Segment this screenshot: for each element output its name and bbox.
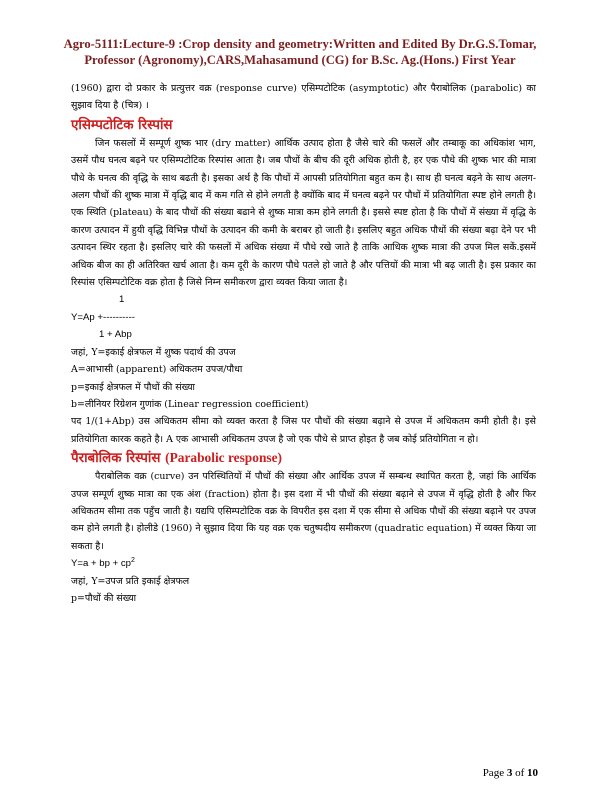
- total-pages: 10: [527, 767, 538, 779]
- page-number: [458, 767, 538, 779]
- page-header: [60, 36, 540, 68]
- header-line-1: Agro-5111:Lecture-9 :Crop density and geometry:Written and Edited By Dr.G.S.Tomar,: [63, 37, 537, 51]
- parabolic-paragraph: पैराबोलिक वक्र (curve) उन परिस्थितियों में पौधों की संख्या और आर्थिक उपज में सम्बन्ध स्थापित करता है, जहां कि आर्थिक उपज सम्पूर्ण शुष्क मात्रा का एक अंश (fraction) होता है। इस दशा में भी पौधों की संख्या बढ़ाने से उपज में वृद्धि होती है और फिर अधिकतम सीमा तक पहुँच जाती है। यद्यपि एसिम्पटोटिक वक्र के विपरीत इस दशा में एक सीमा से अधिक पौधों की संख्या बढ़ाने पर उपज कम होने लगती है। होलीडे (1960) ने सुझाव दिया कि यह वक्र एक चतुष्पदीय समीकरण (quadratic equation) में व्यक्त किया जा सकता है।: [71, 471, 536, 552]
- definition-p: p=इकाई क्षेत्रफल में पौधों की संख्या: [71, 381, 195, 393]
- parabolic-heading-hindi: पैराबोलिक रिस्पांस: [71, 450, 166, 467]
- parabolic-formula: [71, 555, 536, 572]
- parabolic-heading: [71, 448, 536, 468]
- parabolic-definition-y: जहां, Y=उपज प्रति इकाई क्षेत्रफल: [71, 575, 190, 587]
- intro-paragraph: (1960) द्वारा दो प्रकार के प्रत्युत्तर वक्र (response curve) एसिम्पटोटिक (asymptotic) और पैराबोलिक (parabolic) का सुझाव दिया है (चित्र) ।: [71, 83, 536, 112]
- asymptotic-closing-paragraph: पद 1/(1+Abp) उस अधिकतम सीमा को व्यक्त करता है जिस पर पौधों की संख्या बढ़ाने से उपज में अधिकतम कमी होती है। इसे प्रतियोगिता कारक कहते है। A एक आभासी अधिकतम उपज है जो एक पौधे से प्राप्त होइत है जब कोई प्रतियोगिता न हो।: [71, 416, 536, 445]
- definition-y: जहां, Y=इकाई क्षेत्रफल में शुष्क पदार्थ की उपज: [71, 346, 236, 358]
- parabolic-definition-p: p=पौधों की संख्या: [71, 592, 137, 604]
- asymptotic-heading: एसिम्पटोटिक रिस्पांस: [71, 116, 173, 133]
- parabolic-heading-english: (Parabolic response): [165, 450, 283, 466]
- current-page: 3: [506, 767, 513, 779]
- asymptotic-paragraph: जिन फसलों में सम्पूर्ण शुष्क भार (dry matter) आर्थिक उत्पाद होता है जैसे चारे की फसलें और तम्बाकू का अधिकांश भाग, उसमें पौध घनत्व बढ़ने पर एसिम्पटोटिक रिस्पांस आता है। जब पौधों के बीच की दूरी अधिक होती है, हर एक पौधे की शुष्क भार की मात्रा पौधे के घनत्व की वृद्धि के साथ बढती है। इसका अर्थ है कि पौधों में आपसी प्रतियोगिता बहुत कम है। साथ ही घनत्व बढ़ने के साथ अलग-अलग पौधों की शुष्क मात्रा में वृद्धि बाद में कम गति से होने लगती है क्योंकि बाद में घनत्व बढ़ने पर पौधों में प्रतियोगिता स्पष्ट होने लगती है। एक स्थिति (plateau) के बाद पौधों की संख्या बढाने से शुष्क मात्रा कम होने लगती है। इससे स्पष्ट होता है कि पौधों में संख्या में वृद्धि के कारण उत्पादन में हुयी वृद्धि विभिन्न पौधों के उत्पादन की कमी के बराबर हो जाती है। इसलिए बहुत अधिक पौधों की संख्या बढ़ा देने पर भी उत्पादन स्थिर रहता है। इसलिए चारे की फसलों में अधिक संख्या में पौधे रखे जाते है ताकि आधिक शुष्क मात्रा की उपज मिल सकें.इसमें अधिक बीज का ही अतिरिक्त खर्च आता है। कम दूरी के कारण पौधे पतले हो जाते है और पत्तियों की मात्रा भी बढ़ जाती है। इस प्रकार का रिस्पांस एसिम्पटोटिक वक्र होता है जिसे निम्न समीकरण द्वारा व्यक्त किया जाता है।: [71, 137, 536, 289]
- definition-a: A=आभासी (apparent) अधिकतम उपज/पौधा: [71, 364, 243, 376]
- parabolic-formula-exponent: 2: [131, 556, 135, 564]
- document-body: [71, 80, 536, 607]
- asymptotic-formula-numerator: 1: [119, 294, 125, 306]
- header-line-2: Professor (Agronomy),CARS,Mahasamund (CG) for B.Sc. Ag.(Hons.) First Year: [84, 53, 516, 67]
- definition-b: b=लीनियर रिग्रेशन गुणांक (Linear regression coefficient): [71, 398, 309, 410]
- page-prefix: Page: [482, 767, 507, 779]
- asymptotic-formula-denominator: 1 + Abp: [99, 329, 132, 341]
- parabolic-formula-text: Y=a + bp + cp: [71, 558, 132, 570]
- page-separator: of: [512, 767, 527, 779]
- asymptotic-formula: Y=Ap +----------: [71, 311, 135, 323]
